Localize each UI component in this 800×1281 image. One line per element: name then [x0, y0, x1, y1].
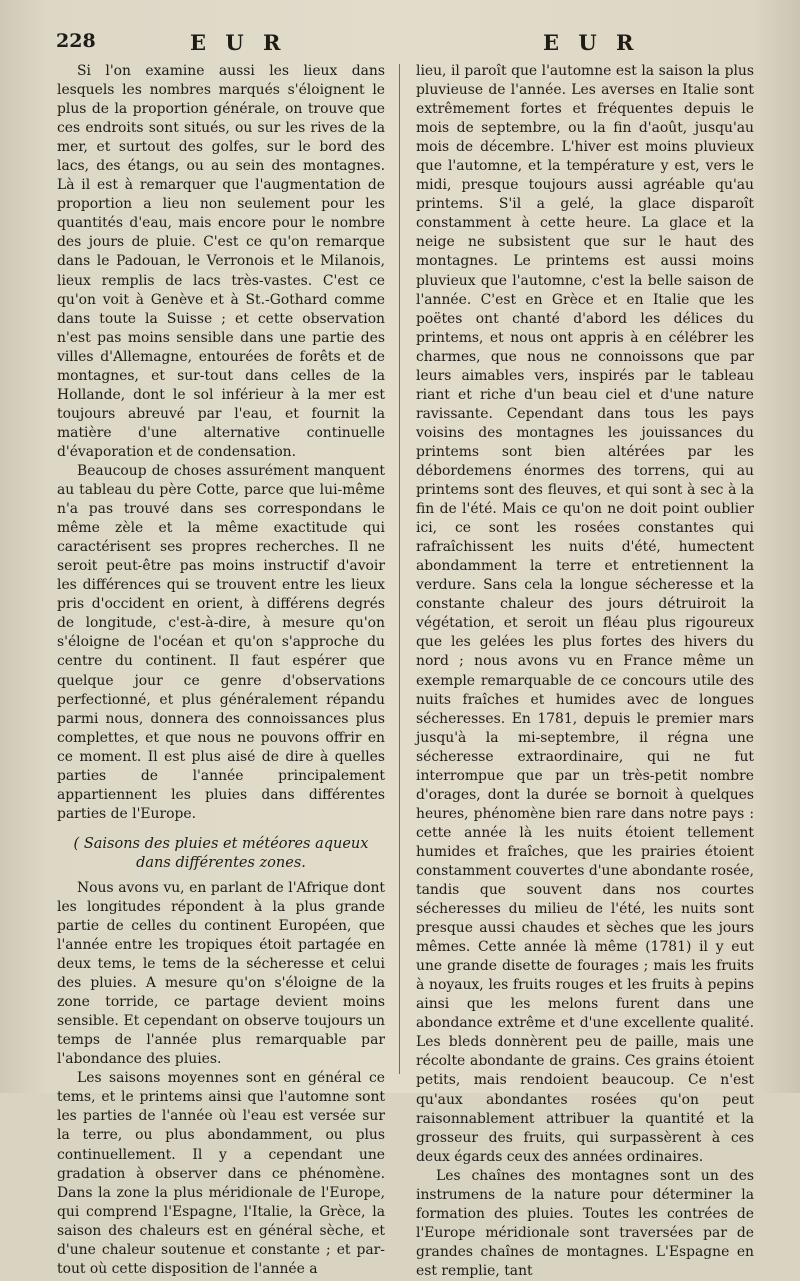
running-head-right: E U R — [543, 30, 640, 55]
column-divider — [399, 64, 400, 1074]
paragraph: lieu, il paroît que l'automne est la saison la plus pluvieuse de l'année. Les averses en Italie sont extrêmement fortes et fréquentes depuis le mois de septembre, ou la fin d'août, jusqu'au mois de décembre. L'hiver est moins pluvieux que l'automne, et la température y est, vers le midi, presque toujours aussi agréable qu'au printems. S'il a gelé, la glace disparoît constamment à cette heure. La glace et la neige ne subsistent que sur le haut des montagnes. Le printems est aussi moins pluvieux que l'automne, c'est la belle saison de l'année. C'est en Grèce et en Italie que les poëtes ont chanté d'abord les délices du printems, et nous ont appris à en célébrer les charmes, que nous ne connoissons que par leurs aimables vers, inspirés par le tableau riant et riche d'un beau ciel et d'une nature ravissante. Cependant dans tous les pays voisins des montagnes les jouissances du printems sont bien altérées par les débordemens énormes des torrens, qui au printems sont des fleuves, et qui sont à sec à la fin de l'été. Mais ce qu'on ne doit point oublier ici, ce sont les rosées constantes qui rafraîchissent les nuits d'été, humectent abondamment la terre et entretiennent la verdure. Sans cela la longue sécheresse et la constante chaleur des jours détruiroit la végétation, et seroit un fléau plus rigoureux que les gelées les plus fortes des hivers du nord ; nous avons vu en France même un exemple remarquable de ce concours utile des nuits fraîches et humides avec de longues sécheresses. En 1781, depuis le premier mars jusqu'à la mi-septembre, il régna une sécheresse extraordinaire, qui ne fut interrompue que par un très-petit nombre d'orages, dont la durée se bornoit à quelques heures, phénomène bien rare dans notre pays : cette année là les nuits étoient tellement humides et fraîches, que les prairies étoient constamment couvertes d'une abondante rosée, tandis que souvent dans nos courtes sécheresses du milieu de l'été, les nuits sont presque aussi chaudes et sèches que les jours mêmes. Cette année là même (1781) il y eut une grande disette de fourages ; mais les fruits à noyaux, les fruits rouges et les fruits à pepins ainsi que les melons furent dans une abondance extrême et d'une excellente qualité. Les bleds donnèrent peu de paille, mais une récolte abondante de grains. Ces grains étoient petits, mais rendoient beaucoup. Ce n'est qu'aux abondantes rosées qu'on peut raisonnablement attribuer la quantité et la grosseur des fruits, qui surpassèrent à ces deux égards ceux des années ordinaires. — [416, 63, 754, 1165]
right-column — [416, 62, 754, 1279]
paragraph: Les chaînes des montagnes sont un des instrumens de la nature pour déterminer la formation des pluies. Toutes les contrées de l'Europe méridionale sont traversées par de grandes chaînes de montagnes. L'Espagne en est remplie, tant — [416, 1167, 754, 1279]
paragraph: Nous avons vu, en parlant de l'Afrique dont les longitudes répondent à la plus grande partie de celles du continent Européen, que l'année entre les tropiques étoit partagée en deux tems, le tems de la sécheresse et celui des pluies. A mesure qu'on s'éloigne de la zone torride, ce partage devient moins sensible. Et cependant on observe toujours un temps de l'année plus remarquable par l'abondance des pluies. — [57, 879, 385, 1068]
paragraph: Les saisons moyennes sont en général ce tems, et le printems ainsi que l'automne sont les parties de l'année où l'eau est versée sur la terre, ou plus abondamment, ou plus continuellement. Il y a cependant une gradation à observer dans ce phénomène. Dans la zone la plus méridionale de l'Europe, qui comprend l'Espagne, l'Italie, la Grèce, la saison des chaleurs est en général sèche, et d'une chaleur soutenue et constante ; et par-tout où cette disposition de l'année a — [57, 1070, 385, 1277]
running-head-left: E U R — [190, 30, 287, 55]
paragraph: Si l'on examine aussi les lieux dans lesquels les nombres marqués s'éloignent le plus de la proportion générale, on trouve que ces endroits sont situés, ou sur les rives de la mer, et surtout des golfes, sur le bord des lacs, des étangs, ou au sein des montagnes. Là il est à remarquer que l'augmentation de proportion a lieu non seulement pour les quantités d'eau, mais encore pour le nombre des jours de pluie. C'est ce qu'on remarque dans le Padouan, le Verronois et le Milanois, lieux remplis de lacs très-vastes. C'est ce qu'on voit à Genève et à St.-Gothard comme dans toute la Suisse ; et cette observation n'est pas moins sensible dans une partie des villes d'Allemagne, entourées de forêts et de montagnes, et sur-tout dans celles de la Hollande, dont le sol inférieur à la mer est toujours abreuvé par l'eau, et fournit la matière d'une alternative continuelle d'évaporation et de condensation. — [57, 63, 385, 460]
page-header — [0, 30, 800, 64]
left-column — [57, 62, 385, 1277]
paragraph: Beaucoup de choses assurément manquent au tableau du père Cotte, parce que lui-même n'a pas trouvé dans ses correspondans le même zèle et la même exactitude qui caractérisent ses propres recherches. Il ne seroit peut-être pas moins instructif d'avoir les différences qui se trouvent entre les lieux pris d'occident en orient, à différens degrés de longitude, c'est-à-dire, à mesure qu'on s'éloigne de l'océan et qu'on s'approche du centre du continent. Il faut espérer que quelque jour ce genre d'observations perfectionné, et plus généralement répandu parmi nous, donnera des connoissances plus complettes, et que nous ne pouvons offrir en ce moment. Il est plus aisé de dire à quelles parties de l'année principalement appartiennent les pluies dans différentes parties de l'Europe. — [57, 462, 385, 822]
section-heading: ( Saisons des pluies et météores aqueux dans différentes zones. — [73, 835, 369, 871]
page-number: 228 — [56, 30, 96, 52]
